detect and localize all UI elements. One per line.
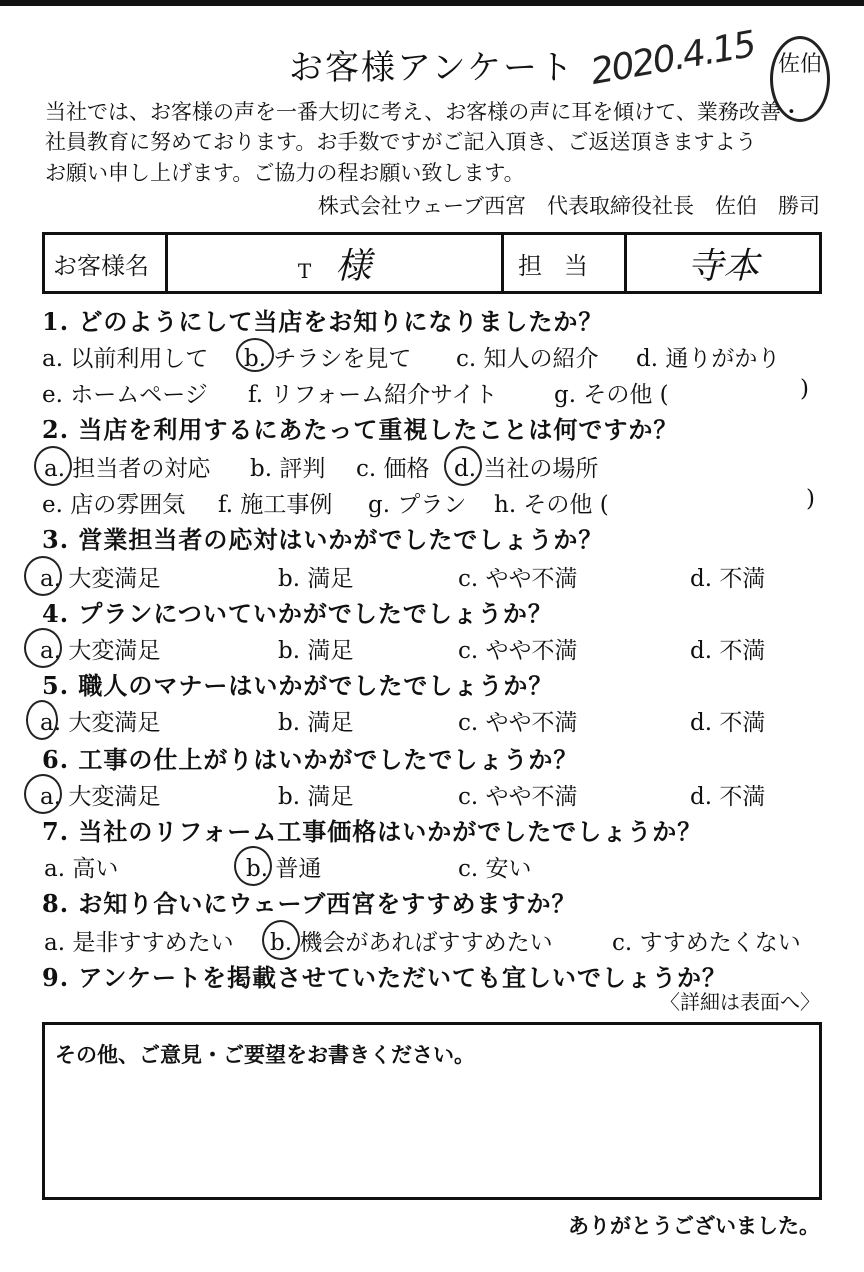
company-signature: 株式会社ウェーブ西宮 代表取締役社長 佐伯 勝司 bbox=[317, 194, 820, 218]
top-border bbox=[0, 0, 864, 6]
question-6: 6. 工事の仕上がりはいかがでしたでしょうか？ bbox=[42, 745, 579, 774]
q2-option-b[interactable]: b. 評判 bbox=[250, 456, 326, 482]
q5-option-a[interactable]: a. 大変満足 bbox=[40, 710, 161, 736]
thanks-text: ありがとうございました。 bbox=[568, 1213, 820, 1238]
comment-box[interactable] bbox=[42, 1022, 822, 1200]
q8-option-c[interactable]: c. すすめたくない bbox=[612, 930, 801, 956]
handwritten-date: 2020.4.15 bbox=[587, 23, 758, 94]
q1-option-a[interactable]: a. 以前利用して bbox=[42, 346, 209, 372]
q3-option-c[interactable]: c. やや不満 bbox=[458, 566, 578, 592]
q2-option-h-close: ) bbox=[806, 486, 815, 512]
q2-option-g[interactable]: g. プラン bbox=[368, 492, 467, 518]
q2-selected-circle-a bbox=[34, 446, 72, 486]
q2-option-c[interactable]: c. 価格 bbox=[356, 456, 430, 482]
q7-option-a[interactable]: a. 高い bbox=[44, 856, 119, 882]
question-3: 3. 営業担当者の応対はいかがでしたでしょうか？ bbox=[42, 525, 604, 554]
intro-line-2: 社員教育に努めております。お手数ですがご記入頂き、ご返送頂きますよう bbox=[45, 130, 757, 154]
q5-selected-circle bbox=[26, 700, 58, 740]
question-9: 9. アンケートを掲載させていただいても宜しいでしょうか？ bbox=[42, 963, 727, 992]
customer-initial: T bbox=[297, 258, 312, 283]
q1-option-b[interactable]: b. チラシを見て bbox=[244, 346, 412, 372]
q7-selected-circle bbox=[234, 846, 272, 886]
q2-option-h[interactable]: h. その他 ( bbox=[494, 492, 609, 518]
q8-selected-circle bbox=[262, 920, 300, 960]
question-4: 4. プランについていかがでしたでしょうか？ bbox=[42, 599, 553, 628]
intro-line-1: 当社では、お客様の声を一番大切に考え、お客様の声に耳を傾けて、業務改善・ bbox=[45, 100, 802, 124]
q1-option-f[interactable]: f. リフォーム紹介サイト bbox=[248, 382, 498, 408]
q3-option-b[interactable]: b. 満足 bbox=[278, 566, 354, 592]
q8-option-a[interactable]: a. 是非すすめたい bbox=[44, 930, 234, 956]
q1-option-c[interactable]: c. 知人の紹介 bbox=[456, 346, 599, 372]
staff-name-field[interactable]: 寺本 bbox=[626, 234, 821, 293]
q5-option-c[interactable]: c. やや不満 bbox=[458, 710, 578, 736]
q4-option-c[interactable]: c. やや不満 bbox=[458, 638, 578, 664]
q5-option-b[interactable]: b. 満足 bbox=[278, 710, 354, 736]
question-1: 1. どのようにして当店をお知りになりましたか？ bbox=[42, 307, 604, 336]
q1-selected-circle bbox=[236, 338, 274, 372]
question-7: 7. 当社のリフォーム工事価格はいかがでしたでしょうか？ bbox=[42, 817, 703, 846]
q1-option-e[interactable]: e. ホームページ bbox=[42, 382, 208, 408]
customer-name-field[interactable] bbox=[167, 234, 503, 293]
q3-option-d[interactable]: d. 不満 bbox=[690, 566, 766, 592]
q7-option-b[interactable]: b. 普通 bbox=[246, 856, 322, 882]
q6-option-b[interactable]: b. 満足 bbox=[278, 784, 354, 810]
q2-option-a[interactable]: a. 担当者の対応 bbox=[44, 456, 211, 482]
detail-note: 〈詳細は表面へ〉 bbox=[660, 990, 820, 1014]
q3-selected-circle bbox=[24, 556, 62, 596]
q4-option-a[interactable]: a. 大変満足 bbox=[40, 638, 161, 664]
q6-option-a[interactable]: a. 大変満足 bbox=[40, 784, 161, 810]
q7-option-c[interactable]: c. 安い bbox=[458, 856, 532, 882]
question-5: 5. 職人のマナーはいかがでしたでしょうか？ bbox=[42, 671, 554, 700]
q1-option-d[interactable]: d. 通りがかり bbox=[636, 346, 781, 372]
page-title: お客様アンケート bbox=[289, 48, 575, 88]
q8-option-b[interactable]: b. 機会があればすすめたい bbox=[270, 930, 553, 956]
staff-label: 担当 bbox=[503, 234, 626, 293]
q2-option-e[interactable]: e. 店の雰囲気 bbox=[42, 492, 186, 518]
q3-option-a[interactable]: a. 大変満足 bbox=[40, 566, 161, 592]
customer-name-label: お客様名 bbox=[44, 234, 167, 293]
q4-option-d[interactable]: d. 不満 bbox=[690, 638, 766, 664]
customer-info-box bbox=[42, 232, 822, 294]
q6-option-d[interactable]: d. 不満 bbox=[690, 784, 766, 810]
seal-stamp: 佐伯 bbox=[770, 36, 830, 122]
q1-option-g-close: ) bbox=[800, 376, 809, 402]
q4-selected-circle bbox=[24, 628, 62, 668]
customer-suffix: 様 bbox=[335, 245, 372, 287]
q4-option-b[interactable]: b. 満足 bbox=[278, 638, 354, 664]
q5-option-d[interactable]: d. 不満 bbox=[690, 710, 766, 736]
comment-label: その他、ご意見・ご要望をお書きください。 bbox=[55, 1042, 475, 1067]
q2-selected-circle-d bbox=[444, 446, 482, 486]
intro-line-3: お願い申し上げます。ご協力の程お願い致します。 bbox=[45, 161, 525, 185]
question-8: 8. お知り合いにウェーブ西宮をすすめますか？ bbox=[42, 889, 577, 918]
q1-option-g[interactable]: g. その他 ( bbox=[554, 382, 669, 408]
q2-option-f[interactable]: f. 施工事例 bbox=[218, 492, 333, 518]
q2-option-d[interactable]: d. 当社の場所 bbox=[454, 456, 599, 482]
q6-selected-circle bbox=[24, 774, 62, 814]
q6-option-c[interactable]: c. やや不満 bbox=[458, 784, 578, 810]
question-2: 2. 当店を利用するにあたって重視したことは何ですか？ bbox=[42, 415, 679, 444]
